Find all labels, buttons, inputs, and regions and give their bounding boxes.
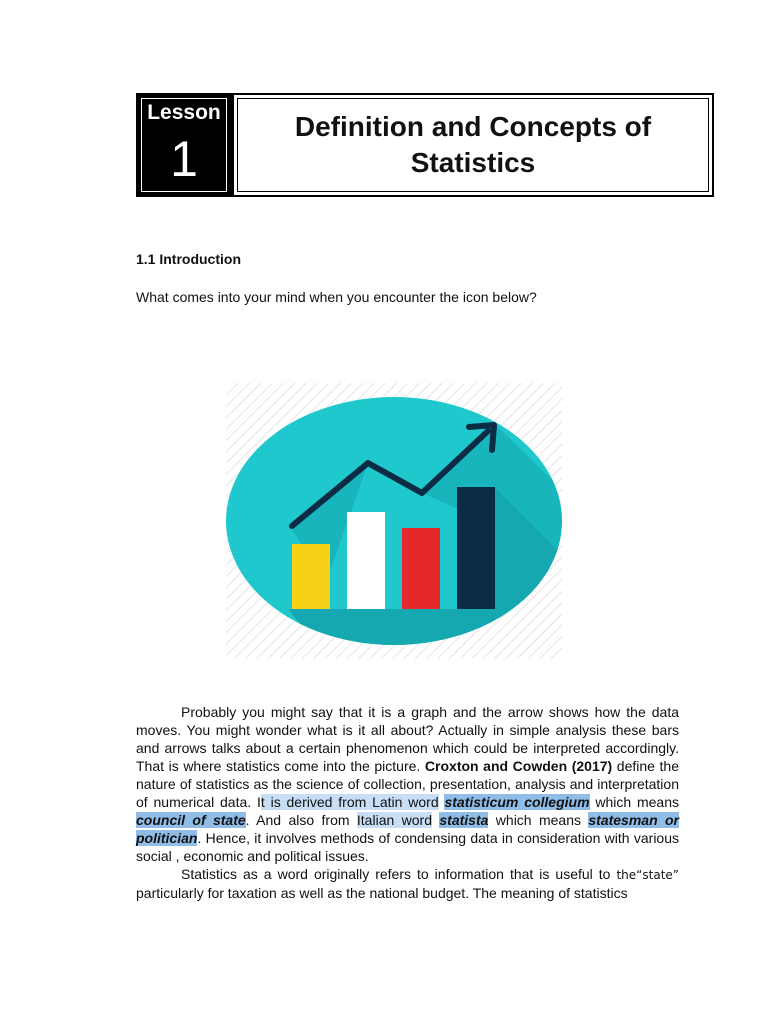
lesson-header bbox=[136, 93, 714, 197]
paragraph-2 bbox=[136, 865, 679, 902]
bar-yellow bbox=[292, 544, 330, 609]
bar-red bbox=[402, 528, 440, 609]
highlight-latin: t is derived from Latin word bbox=[260, 794, 439, 810]
term-statesman-or-politician: statesman or politician bbox=[136, 812, 680, 846]
p1-text-c: . And also from bbox=[245, 812, 357, 828]
lesson-title-frame bbox=[237, 98, 709, 192]
p1-text-a: Probably you might say that it is a graph and the arrow shows how the data moves. You might wonder what is it all about? Actually in simple analysis these bars and arrows talks about a certain phenomenon which could be interpreted accordingly. That is where statistics come into the picture. bbox=[136, 704, 679, 774]
p1-text-d: . Hence, it involves methods of condensing data in consideration with various social , economic and political issues. bbox=[136, 830, 679, 864]
term-statisticum-collegium: statisticum collegium bbox=[444, 794, 590, 810]
lesson-label: Lesson bbox=[147, 101, 221, 124]
body-text bbox=[136, 703, 679, 902]
p2-state-word: the“state” bbox=[616, 868, 679, 882]
term-council-of-state: council of state bbox=[136, 812, 246, 828]
title-line-2: Statistics bbox=[410, 147, 536, 178]
highlight-italian: Italian word bbox=[356, 812, 432, 828]
lesson-number: 1 bbox=[170, 131, 198, 187]
p1-which-means-2: which means bbox=[488, 812, 589, 828]
intro-question: What comes into your mind when you encounter the icon below? bbox=[136, 289, 537, 305]
p2-text-b: particularly for taxation as well as the national budget. The meaning of statistics bbox=[136, 885, 628, 901]
p1-which-means-1: which means bbox=[589, 794, 680, 810]
bar-navy bbox=[457, 487, 495, 609]
statistics-graph-icon bbox=[226, 383, 562, 659]
lesson-tab bbox=[136, 93, 232, 197]
p1-text-b: define the nature of statistics as the science of collection, presentation, analysis and interpretation of numerical data. I bbox=[136, 758, 679, 810]
term-statista: statista bbox=[439, 812, 489, 828]
citation-authors: Croxton and Cowden (2017) bbox=[424, 758, 613, 774]
p2-text-a: Statistics as a word originally refers to information that is useful to bbox=[181, 866, 617, 882]
page-title bbox=[263, 109, 683, 181]
title-line-1: Definition and Concepts of bbox=[294, 111, 652, 142]
lesson-title-box bbox=[232, 93, 714, 197]
section-heading: 1.1 Introduction bbox=[136, 251, 241, 267]
bar-white bbox=[347, 512, 385, 609]
paragraph-1 bbox=[136, 703, 679, 865]
